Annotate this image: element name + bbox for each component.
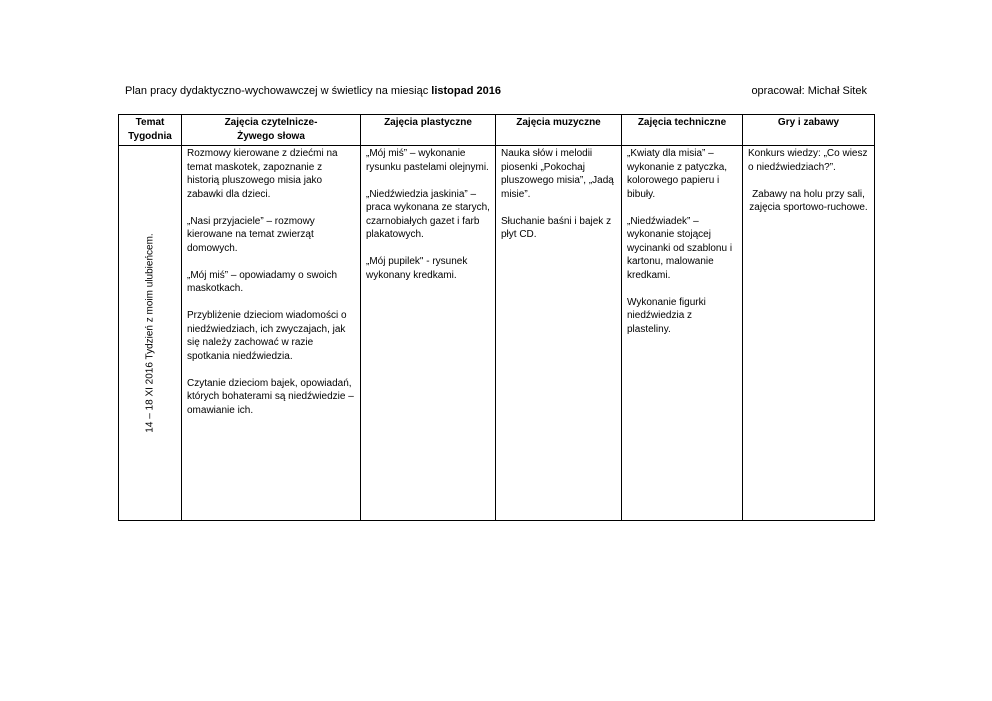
col-header-art: Zajęcia plastyczne <box>361 115 496 146</box>
col-header-music: Zajęcia muzyczne <box>496 115 622 146</box>
games-item: Konkurs wiedzy: „Co wiesz o niedźwiedziach?”. <box>748 148 868 173</box>
technical-cell <box>622 146 743 521</box>
col-header-reading: Zajęcia czytelnicze- Żywego słowa <box>182 115 361 146</box>
col-header-technical: Zajęcia techniczne <box>622 115 743 146</box>
technical-item: „Niedźwiadek” – wykonanie stojącej wycinanki od szablonu i kartonu, malowanie kredkami. <box>627 215 733 281</box>
col-header-week: Temat Tygodnia <box>119 115 182 146</box>
reading-item: Rozmowy kierowane z dziećmi na temat maskotek, zapoznanie z historią pluszowego misia jako zabawki dla dzieci. <box>187 148 338 200</box>
reading-item: Przybliżenie dzieciom wiadomości o niedźwiedziach, ich zwyczajach, jak się należy zachować w razie spotkania niedźwiedzia. <box>187 310 347 362</box>
reading-item: „Mój miś” – opowiadamy o swoich maskotkach. <box>187 269 338 294</box>
document-author: opracował: Michał Sitek <box>751 85 867 97</box>
music-cell <box>496 146 622 521</box>
art-item: „Mój pupilek" - rysunek wykonany kredkami. <box>366 256 468 281</box>
games-item: Zabawy na holu przy sali, zajęcia sportowo-ruchowe. <box>749 188 868 213</box>
music-item: Nauka słów i melodii piosenki „Pokochaj pluszowego misia”, „Jadą misie”. <box>501 148 614 200</box>
reading-item: „Nasi przyjaciele” – rozmowy kierowane na temat zwierząt domowych. <box>187 215 315 254</box>
music-item: Słuchanie baśni i bajek z płyt CD. <box>501 215 612 240</box>
table-header-row <box>119 115 875 146</box>
document-title <box>125 85 501 97</box>
art-item: „Mój miś” – wykonanie rysunku pastelami olejnymi. <box>366 148 489 173</box>
title-month: listopad 2016 <box>431 85 501 97</box>
reading-item: Czytanie dzieciom bajek, opowiadań, których bohaterami są niedźwiedzie – omawianie ich. <box>187 377 354 416</box>
week-topic: 14 – 18 XI 2016 Tydzień z moim ulubieńcem. <box>144 233 156 433</box>
reading-cell <box>182 146 361 521</box>
technical-item: „Kwiaty dla misia” – wykonanie z patyczka, kolorowego papieru i bibuły. <box>627 148 728 200</box>
week-cell <box>119 146 182 521</box>
table-row <box>119 146 875 521</box>
col-header-games: Gry i zabawy <box>743 115 875 146</box>
plan-table <box>118 114 875 521</box>
art-item: „Niedźwiedzia jaskinia” – praca wykonana ze starych, czarnobiałych gazet i farb plakatowych. <box>366 188 490 240</box>
technical-item: Wykonanie figurki niedźwiedzia z plasteliny. <box>627 296 706 335</box>
games-cell <box>743 146 875 521</box>
art-cell <box>361 146 496 521</box>
title-prefix: Plan pracy dydaktyczno-wychowawczej w świetlicy na miesiąc <box>125 85 432 97</box>
